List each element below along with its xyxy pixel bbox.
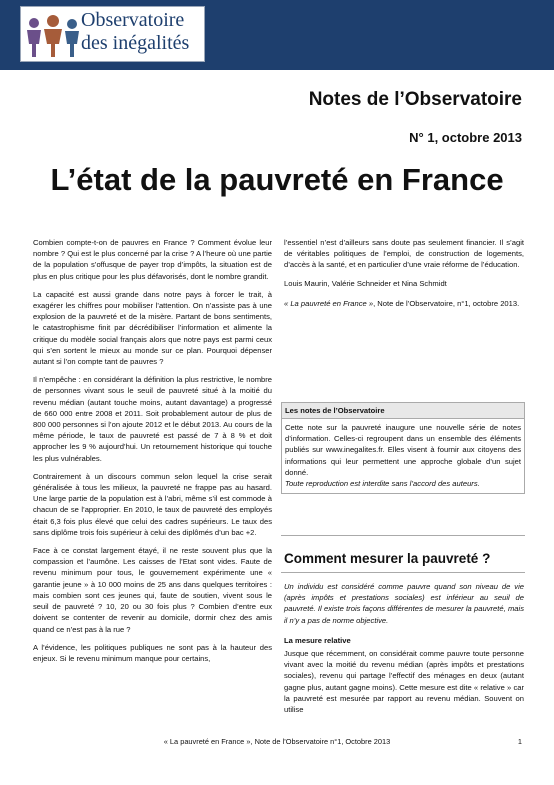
info-box: [281, 402, 525, 494]
paragraph: Combien compte-t-on de pauvres en France ? Comment évolue leur nombre ? Qui est le plus concerné par la crise ? A l’heure où une partie de la population s’offusque de payer trop d’impôts, la situation est de plus en plus critique pour les plus défavorisés, dont le nombre grandit.: [33, 238, 272, 281]
header-banner: [0, 0, 554, 70]
section-title: Comment mesurer la pauvreté ?: [284, 551, 491, 566]
info-box-body: [282, 419, 524, 493]
section-body: [284, 581, 524, 715]
paragraph: Il n’empêche : en considérant la définition la plus restrictive, le nombre de personnes vivant sous le seuil de pauvreté situé à la moitié du revenu médian (autant touche moins, autant davantage) a progressé de 660 000 entre 2008 et 2011. Soit probablement autour de plus de 800 000 personnes si l’on ajoute 2012 et le début 2013. Au cours de la même période, le taux de pauvreté est passé de 7 à 8 % et doit approcher les 9 % aujourd’hui. Un retournement historique qui touche les plus vulnérables.: [33, 375, 272, 463]
logo-text: des inégalités: [81, 32, 190, 54]
paragraph: Jusque que récemment, on considérait comme pauvre toute personne vivant avec la moitié du revenu médian (après impôts et prestations sociales), revenu qui partage l’effectif des ménages en deux (autant gagne plus, autant gagne moins). Cette mesure est dite « relative » car la pauvreté est mesurée par rapport au revenu médian. Souvent on utilise: [284, 649, 524, 715]
paragraph: Contrairement à un discours commun selon lequel la crise serait généralisée à tous les milieux, la pauvreté ne frappe pas au hasard. Une large partie de la population est à l’abri, même s’il est commode à chacun de se l’approprier. En 2010, le taux de pauvreté des employés était 6,3 fois plus élevé que celui des cadres supérieurs. Le taux des sans diplôme trois fois supérieur à celui des diplômés d’un bac +2.: [33, 471, 272, 537]
logo-text: Observatoire: [81, 9, 185, 31]
citation: [284, 298, 524, 309]
logo[interactable]: [20, 6, 205, 62]
paragraph: A l’évidence, les politiques publiques ne sont pas à la hauteur des enjeux. Si le revenu minimum manque pour certains,: [33, 642, 272, 663]
right-column: [284, 237, 524, 316]
section-subheading: La mesure relative: [284, 635, 351, 645]
section-lead: Un individu est considéré comme pauvre quand son niveau de vie (après impôts et prestations sociales) est inférieur au seuil de pauvreté. Il existe trois façons différentes de mesurer la pauvreté, mais il n’y a pas de norme objective.: [284, 582, 524, 625]
people-icon: [24, 14, 82, 58]
citation-title: « La pauvreté en France »: [284, 298, 374, 308]
page-number: 1: [517, 737, 522, 746]
authors: Louis Maurin, Valérie Schneider et Nina Schmidt: [284, 278, 447, 288]
info-box-note: Toute reproduction est interdite sans l’accord des auteurs.: [285, 479, 480, 489]
paragraph: l’essentiel n’est d’ailleurs sans doute pas seulement financier. Il s’agit de véritables politiques de l’emploi, de construction de logements, d’accès à la santé, et en particulier d’une vraie réforme de l’éducation.: [284, 238, 524, 270]
series-title: Notes de l’Observatoire: [308, 89, 522, 110]
issue-number: N° 1, octobre 2013: [409, 130, 522, 145]
citation-rest: , Note de l’Observatoire, n°1, octobre 2013.: [373, 298, 520, 308]
info-box-text: Cette note sur la pauvreté inaugure une nouvelle série de notes d’information. Celles-ci regroupent dans un ensemble des éléments publiés sur www.inegalites.fr. Elles visent à fournir aux citoyens des informations qui leur permettent une approche globale d’un sujet donné.: [285, 423, 521, 477]
page-title: L’état de la pauvreté en France: [50, 162, 504, 197]
divider: [281, 572, 525, 573]
paragraph: Face à ce constat largement étayé, il ne reste souvent plus que la compassion et l’aumône. Les caisses de l’Etat sont vides. Faute de revenu minimum pour tous, le gouvernement expérimente une « garantie jeune » à 10 000 moins de 25 ans dans quelques territoires : mais combien sont ces jeunes qui, faute de soutien, vivent sous le seuil de pauvreté ? 10, 20 ou 30 fois plus ? Combien d’entre eux doivent se contenter de revenir au domicile, dormir chez des amis quand ce n’est pas à la rue ?: [33, 546, 272, 634]
info-box-heading: Les notes de l’Observatoire: [282, 403, 524, 419]
footer-text: « La pauvreté en France », Note de l’Observatoire n°1, Octobre 2013: [163, 737, 391, 746]
divider: [281, 535, 525, 536]
paragraph: La capacité est aussi grande dans notre pays à forcer le trait, à exagérer les chiffres pour mobiliser l’attention. On n’assiste pas à une explosion de la pauvreté et de la misère. Partant de bons sentiments, le catastrophisme finit par décrédibiliser l’information et alimente la critique du modèle social français alors que notre pays est parmi ceux qui s’en sortent le mieux au monde sur ce plan. Pourquoi dépenser autant si l’on compte tant de pauvres ?: [33, 289, 272, 367]
left-column: [33, 237, 272, 671]
